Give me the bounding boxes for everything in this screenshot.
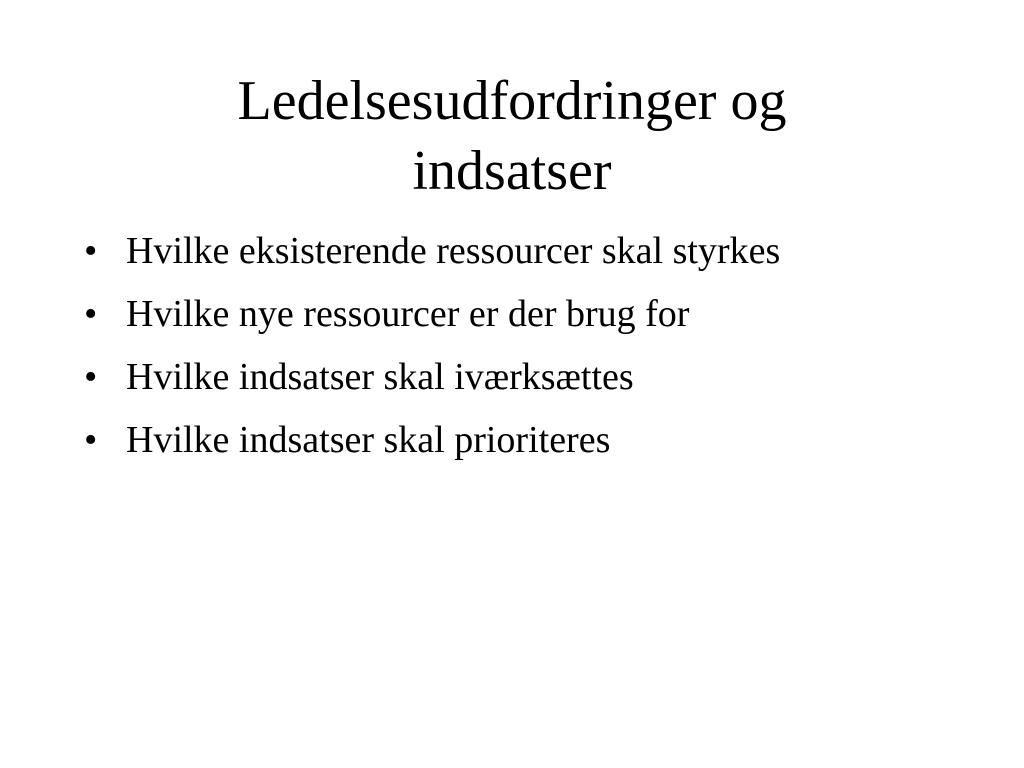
bullet-item: [84, 354, 964, 400]
bullet-item: [84, 417, 964, 463]
bullet-icon: •: [84, 293, 98, 335]
bullet-text: Hvilke nye ressourcer er der brug for: [126, 293, 690, 335]
bullet-text: Hvilke indsatser skal iværksættes: [126, 356, 634, 398]
bullet-list: [84, 228, 964, 480]
bullet-item: [84, 291, 964, 337]
bullet-text: Hvilke eksisterende ressourcer skal styrkes: [126, 230, 781, 272]
bullet-icon: •: [84, 419, 98, 461]
slide-title-line-1: Ledelsesudfordringer og: [237, 70, 787, 132]
bullet-icon: •: [84, 230, 98, 272]
bullet-text: Hvilke indsatser skal prioriteres: [126, 419, 611, 461]
slide-title: [80, 66, 944, 206]
bullet-icon: •: [84, 356, 98, 398]
slide-title-line-2: indsatser: [412, 140, 612, 202]
bullet-item: [84, 228, 964, 274]
